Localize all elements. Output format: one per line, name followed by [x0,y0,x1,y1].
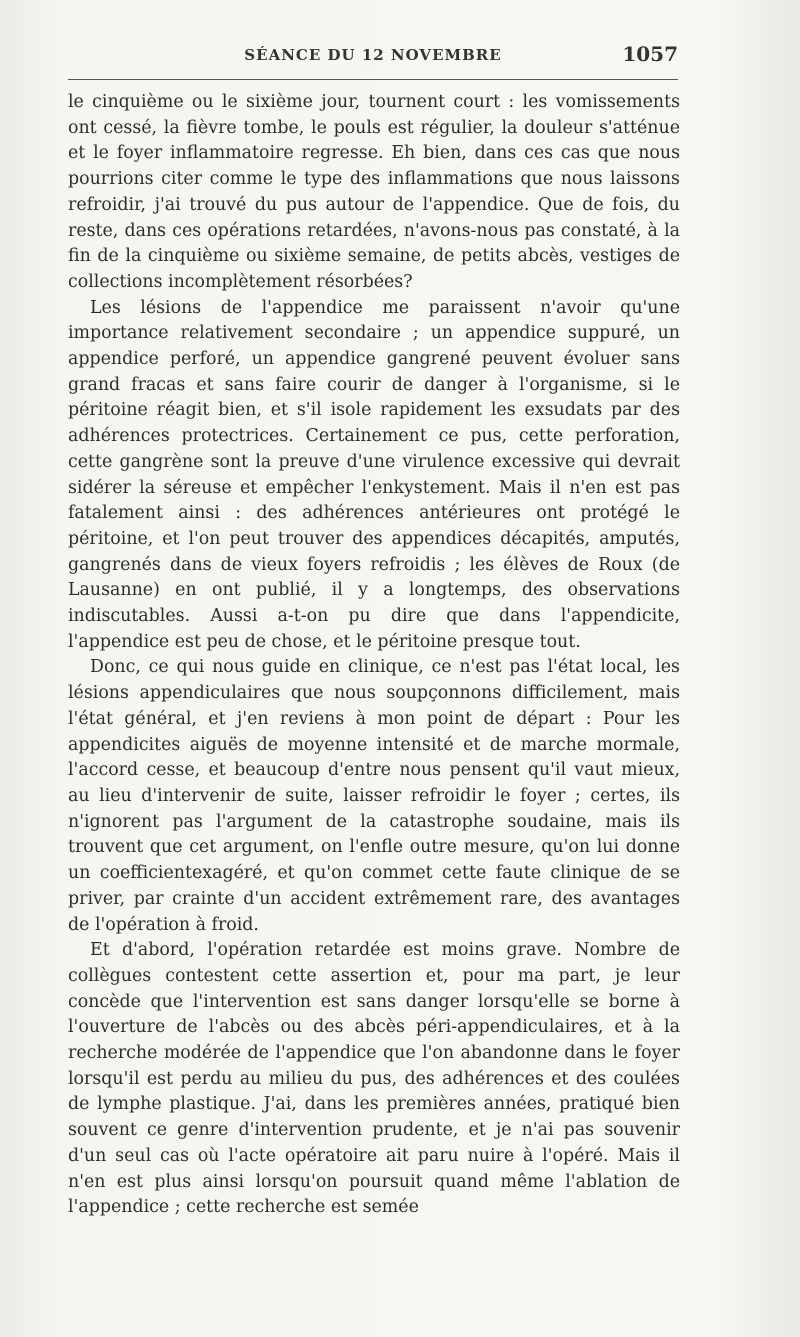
page-number: 1057 [622,42,678,66]
body-text [68,90,680,1221]
header-rule [68,79,678,80]
running-title: SÉANCE DU 12 NOVEMBRE [244,46,502,64]
paragraph: Les lésions de l'appendice me paraissent n'avoir qu'une importance relativement secondaire ; un appendice suppuré, un appendice perforé, un appendice gangrené peuvent évoluer sans grand fracas et sans faire courir de danger à l'organisme, si le péritoine réagit bien, et s'il isole rapidement les exsudats par des adhérences protectrices. Certainement ce pus, cette perforation, cette gangrène sont la preuve d'une virulence excessive qui devrait sidérer la séreuse et empêcher l'enkystement. Mais il n'en est pas fatalement ainsi : des adhérences antérieures ont protégé le péritoine, et l'on peut trouver des appendices décapités, amputés, gangrenés dans de vieux foyers refroidis ; les élèves de Roux (de Lausanne) en ont publié, il y a longtemps, des observations indiscutables. Aussi a-t-on pu dire que dans l'appendicite, l'appendice est peu de chose, et le péritoine presque tout. [68,297,680,652]
paragraph: Donc, ce qui nous guide en clinique, ce n'est pas l'état local, les lésions appendiculaires que nous soupçonnons difficilement, mais l'état général, et j'en reviens à mon point de départ : Pour les appendicites aiguës de moyenne intensité et de marche mormale, l'accord cesse, et beaucoup d'entre nous pensent qu'il vaut mieux, au lieu d'intervenir de suite, laisser refroidir le foyer ; certes, ils n'ignorent pas l'argument de la catastrophe soudaine, mais ils trouvent que cet argument, on l'enfle outre mesure, qu'on lui donne un coefficientexagéré, et qu'on commet cette faute clinique de se priver, par crainte d'un accident extrêmement rare, des avantages de l'opération à froid. [68,657,680,935]
page-header [68,38,678,74]
paragraph: le cinquième ou le sixième jour, tournent court : les vomissements ont cessé, la fièvre tombe, le pouls est régulier, la douleur s'atténue et le foyer inflammatoire regresse. Eh bien, dans ces cas que nous pourrions citer comme le type des inflammations que nous laissons refroidir, j'ai trouvé du pus autour de l'appendice. Que de fois, du reste, dans ces opérations retardées, n'avons-nous pas constaté, à la fin de la cinquième ou sixième semaine, de petits abcès, vestiges de collections incomplètement résorbées? [68,92,680,292]
paragraph: Et d'abord, l'opération retardée est moins grave. Nombre de collègues contestent cette assertion et, pour ma part, je leur concède que l'intervention est sans danger lorsqu'elle se borne à l'ouverture de l'abcès ou des abcès péri-appendiculaires, et à la recherche modérée de l'appendice que l'on abandonne dans le foyer lorsqu'il est perdu au milieu du pus, des adhérences et des coulées de lymphe plastique. J'ai, dans les premières années, pratiqué bien souvent ce genre d'intervention prudente, et je n'ai pas souvenir d'un seul cas où l'acte opératoire ait paru nuire à l'opéré. Mais il n'en est plus ainsi lorsqu'on poursuit quand même l'ablation de l'appendice ; cette recherche est semée [68,940,680,1218]
